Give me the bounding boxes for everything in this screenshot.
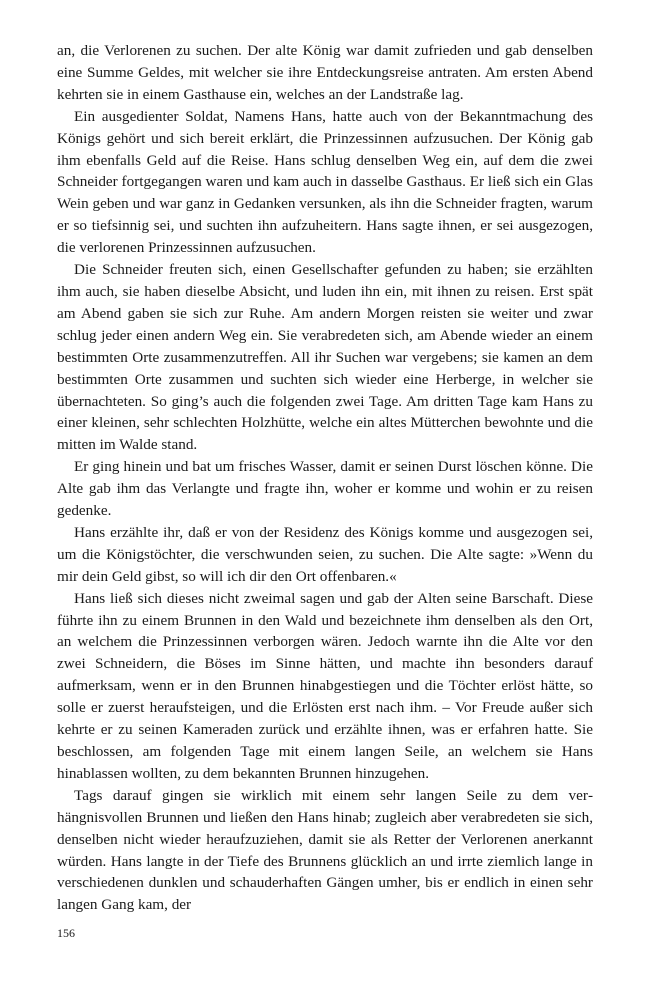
paragraph-old-woman-offer: Hans erzählte ihr, daß er von der Residenz des Königs komme und ausgezogen sei, um die Königstöchter, die verschwunden seien, zu suchen. Die Alte sagte: »Wenn du mir dein Geld gibst, so will ich dir den Ort offenbaren.« [57,523,593,585]
paragraph-tailors-journey: Die Schneider freuten sich, einen Gesellschafter gefunden zu haben; sie erzählten ihm auch, sie haben dieselbe Absicht, und luden ihn ein, mit ihnen zu reisen. Erst spät am Abend gaben sie sich zur Ruhe. Am andern Morgen reisten sie weiter und zwar schlug jeder einen andern Weg ein. Sie verabredeten sich, am Abende wieder an einem bestimmten Orte zusammenzutreffen. All ihr Suchen war vergebens; sie kamen an dem bestimmten Orte zusammen und suchten sich wieder eine Herberge, in welcher sie übernachteten. So ging’s auch die folgenden zwei Tage. Am dritten Tage kam Hans zu einer kleinen, sehr schlechten Holzhütte, welche ein altes Mütterchen bewohnte und die mitten im Walde stand. [57,261,593,454]
paragraph-descent: Tags darauf gingen sie wirklich mit einem sehr langen Seile zu dem verhängnisvollen Brunnen und ließen den Hans hinab; zugleich aber verabredeten sie sich, denselben nicht wieder heraufzuziehen, damit sie als Retter der Verlorenen anerkannt würden. Hans langte in der Tiefe des Brunnens glücklich an und irrte ziemlich lange in verschiedenen dunklen und schauderhaften Gängen umher, bis er endlich in einen sehr langen Gang kam, der [57,786,593,914]
paragraph-well-warning: Hans ließ sich dieses nicht zweimal sagen und gab der Alten seine Barschaft. Diese führte ihn zu einem Brunnen in den Wald und bezeichnete ihm denselben als den Ort, an welchem die Prinzessinnen verborgen wären. Jedoch warnte ihn die Alte vor den zwei Schneidern, die Böses im Sinne hätten, und machte ihn besonders darauf aufmerksam, wenn er in den Brunnen hinabgestiegen und die Töchter erlöst hätte, so solle er zuerst heraufsteigen, und die Erlösten erst nach ihm. – Vor Freude außer sich kehrte er zu seinen Kameraden zurück und erzählte ihnen, was er erfahren hatte. Sie beschlossen, am folgenden Tage mit einem langen Seile, an welchem sie Hans hinablassen wollten, zu dem bekannten Brunnen hinzugehen. [57,589,593,782]
page-number: 156 [57,926,75,940]
book-page-text [57,40,593,940]
paragraph-asks-water: Er ging hinein und bat um frisches Wasser, damit er seinen Durst löschen könne. Die Alte gab ihm das Verlangte und fragte ihn, woher er komme und wohin er zu reisen gedenke. [57,458,593,520]
paragraph-soldier-hans: Ein ausgedienter Soldat, Namens Hans, hatte auch von der Bekanntmachung des Königs gehört und sich bereit erklärt, die Prinzessinnen aufzusuchen. Der König gab ihm ebenfalls Geld auf die Reise. Hans schlug denselben Weg ein, auf dem die zwei Schneider fortgegangen waren und kam auch in dasselbe Gasthaus. Er ließ sich ein Glas Wein geben und war ganz in Gedanken versunken, als ihn die Schneider fragten, warum er so tiefsinnig sei, und suchten ihn aufzuheitern. Hans sagte ihnen, er sei ausgezogen, die verlorenen Prinzessinnen aufzusuchen. [57,107,593,257]
paragraph-continuation: an, die Verlorenen zu suchen. Der alte König war damit zufrieden und gab denselben eine Summe Geldes, mit welcher sie ihre Entdeckungsreise antraten. Am ersten Abend kehrten sie in einem Gasthause ein, welches an der Landstraße lag. [57,42,593,103]
